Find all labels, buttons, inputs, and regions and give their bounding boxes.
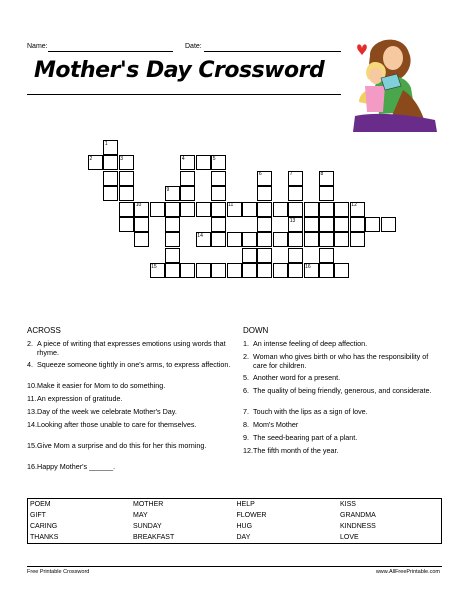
crossword-cell[interactable]: [273, 232, 288, 247]
crossword-cell[interactable]: [350, 217, 365, 232]
crossword-cell[interactable]: [119, 186, 134, 201]
crossword-cell[interactable]: [211, 232, 226, 247]
clue-number-label: 5: [212, 155, 216, 162]
crossword-cell[interactable]: [180, 263, 195, 278]
crossword-cell[interactable]: [165, 217, 180, 232]
crossword-cell[interactable]: [319, 248, 334, 263]
clue-text: The fifth month of the year.: [253, 446, 339, 455]
clue-number-label: 8: [320, 171, 324, 178]
clue-text: Looking after those unable to care for themselves.: [37, 420, 197, 429]
crossword-cell[interactable]: [288, 248, 303, 263]
crossword-cell[interactable]: [319, 263, 334, 278]
page-title: Mother's Day Crossword: [34, 58, 325, 83]
crossword-cell[interactable]: [257, 232, 272, 247]
clue-item: [243, 339, 438, 348]
clue-item: [27, 462, 232, 471]
crossword-cell[interactable]: [103, 171, 118, 186]
crossword-cell[interactable]: [242, 232, 257, 247]
word-bank-word: GRANDMA: [340, 512, 376, 519]
crossword-cell[interactable]: [242, 248, 257, 263]
word-bank-word: THANKS: [30, 534, 59, 541]
clue-number-label: 9: [166, 186, 170, 193]
name-line[interactable]: [48, 51, 173, 52]
clue-text: Touch with the lips as a sign of love.: [253, 407, 368, 416]
word-bank-row: [28, 510, 442, 521]
clue-number-label: 14: [197, 232, 203, 239]
crossword-cell[interactable]: [381, 217, 396, 232]
down-title: DOWN: [243, 326, 269, 335]
clue-item: [243, 407, 438, 416]
date-line[interactable]: [204, 51, 341, 52]
clue-text: An expression of gratitude.: [37, 394, 123, 403]
clue-text: An intense feeling of deep affection.: [253, 339, 368, 348]
clue-number-label: 7: [289, 171, 293, 178]
crossword-cell[interactable]: [304, 232, 319, 247]
clue-item: [27, 441, 232, 450]
crossword-cell[interactable]: [257, 263, 272, 278]
clue-number: 6.: [243, 386, 249, 395]
word-bank-word: BREAKFAST: [133, 534, 175, 541]
crossword-cell[interactable]: [288, 202, 303, 217]
crossword-cell[interactable]: [334, 263, 349, 278]
crossword-cell[interactable]: [227, 232, 242, 247]
crossword-cell[interactable]: [319, 232, 334, 247]
clue-number-label: 11: [228, 202, 234, 209]
crossword-cell[interactable]: [180, 186, 195, 201]
word-bank-row: [28, 532, 442, 544]
clue-item: [27, 381, 232, 390]
crossword-cell[interactable]: [257, 217, 272, 232]
crossword-cell[interactable]: [196, 263, 211, 278]
clue-item: [243, 352, 438, 370]
clue-item: [27, 407, 232, 416]
crossword-cell[interactable]: [134, 217, 149, 232]
crossword-cell[interactable]: [350, 232, 365, 247]
crossword-cell[interactable]: [334, 217, 349, 232]
crossword-cell[interactable]: [119, 171, 134, 186]
word-bank-word: HELP: [236, 501, 255, 508]
word-bank-row: [28, 499, 442, 511]
crossword-cell[interactable]: [196, 155, 211, 170]
word-bank-word: POEM: [30, 501, 51, 508]
crossword-cell[interactable]: [103, 186, 118, 201]
clue-number: 4.: [27, 360, 33, 369]
clue-number-label: 12: [351, 202, 357, 209]
crossword-cell[interactable]: [334, 202, 349, 217]
crossword-cell[interactable]: [103, 155, 118, 170]
mother-daughter-illustration: [345, 28, 440, 133]
crossword-cell[interactable]: [288, 263, 303, 278]
crossword-cell[interactable]: [211, 186, 226, 201]
crossword-cell[interactable]: [304, 217, 319, 232]
word-bank: [27, 498, 442, 544]
clue-number-label: 13: [289, 217, 296, 224]
clue-item: [27, 360, 232, 369]
clue-item: [243, 433, 438, 442]
crossword-cell[interactable]: [319, 217, 334, 232]
clue-number-label: 15: [151, 263, 157, 270]
clue-text: The seed-bearing part of a plant.: [253, 433, 358, 442]
word-bank-word: GIFT: [30, 512, 46, 519]
crossword-cell[interactable]: [165, 263, 180, 278]
clue-text: Woman who gives birth or who has the responsibility of care for children.: [253, 352, 429, 370]
clue-number: 12.: [243, 446, 253, 455]
crossword-cell[interactable]: [257, 202, 272, 217]
crossword-cell[interactable]: [165, 202, 180, 217]
clue-text: Give Mom a surprise and do this for her this morning.: [37, 441, 207, 450]
clue-item: [27, 339, 232, 357]
word-bank-word: MAY: [133, 512, 148, 519]
clue-number-label: 2: [89, 155, 93, 162]
crossword-cell[interactable]: [119, 217, 134, 232]
crossword-cell[interactable]: [242, 202, 257, 217]
clue-number: 14.: [27, 420, 37, 429]
crossword-cell[interactable]: [227, 263, 242, 278]
crossword-cell[interactable]: [273, 202, 288, 217]
crossword-cell[interactable]: [196, 202, 211, 217]
clue-text: The quality of being friendly, generous, and considerate.: [253, 386, 432, 395]
footer-left: Free Printable Crossword: [27, 569, 90, 575]
crossword-cell[interactable]: [119, 202, 134, 217]
word-bank-row: [28, 521, 442, 532]
word-bank-word: SUNDAY: [133, 523, 162, 530]
word-bank-word: DAY: [236, 534, 251, 541]
clue-number: 7.: [243, 407, 249, 416]
clue-number: 9.: [243, 433, 249, 442]
clue-item: [243, 386, 438, 395]
clue-item: [27, 420, 232, 429]
name-label: Name:: [27, 43, 48, 50]
crossword-cell[interactable]: [288, 232, 303, 247]
crossword-cell[interactable]: [211, 217, 226, 232]
clue-text: Mom's Mother: [253, 420, 299, 429]
crossword-cell[interactable]: [334, 232, 349, 247]
crossword-cell[interactable]: [211, 171, 226, 186]
crossword-cell[interactable]: [134, 232, 149, 247]
clue-number-label: 6: [258, 171, 262, 178]
crossword-cell[interactable]: [150, 202, 165, 217]
crossword-cell[interactable]: [319, 202, 334, 217]
clue-number-label: 4: [181, 155, 185, 162]
clue-number: 10.: [27, 381, 37, 390]
clue-number: 2.: [27, 339, 33, 348]
word-bank-word: FLOWER: [236, 512, 267, 519]
clue-number: 13.: [27, 407, 37, 416]
word-bank-word: LOVE: [340, 534, 359, 541]
clue-number-label: 1: [104, 140, 108, 147]
clue-number: 16.: [27, 462, 37, 471]
clue-number: 1.: [243, 339, 249, 348]
clue-number-label: 10: [135, 202, 142, 209]
clue-number: 11.: [27, 394, 37, 403]
clue-number-label: 3: [120, 155, 124, 162]
across-title: ACROSS: [27, 326, 61, 335]
clue-text: A piece of writing that expresses emotions using words that rhyme.: [37, 339, 226, 357]
clue-number-label: 16: [305, 263, 311, 270]
clue-text: Another word for a present.: [253, 373, 341, 382]
crossword-cell[interactable]: [180, 171, 195, 186]
crossword-cell[interactable]: [242, 263, 257, 278]
clue-item: [27, 394, 232, 403]
clue-text: Make it easier for Mom to do something.: [37, 381, 166, 390]
crossword-cell[interactable]: [165, 248, 180, 263]
footer-right: www.AllFreePrintable.com: [375, 569, 440, 575]
clue-text: Squeeze someone tightly in one's arms, to express affection.: [37, 360, 231, 369]
word-bank-word: CARING: [30, 523, 58, 530]
clue-number: 15.: [27, 441, 37, 450]
crossword-cell[interactable]: [257, 186, 272, 201]
crossword-cell[interactable]: [304, 202, 319, 217]
clue-text: Day of the week we celebrate Mother's Day.: [37, 407, 177, 416]
crossword-cell[interactable]: [288, 186, 303, 201]
title-underline: [27, 94, 341, 95]
heart-icon: [357, 44, 367, 55]
clue-number: 5.: [243, 373, 249, 382]
clue-text: Happy Mother's ______.: [37, 462, 116, 471]
crossword-cell[interactable]: [257, 248, 272, 263]
crossword-cell[interactable]: [211, 263, 226, 278]
word-bank-word: KISS: [340, 501, 356, 508]
word-bank-word: HUG: [236, 523, 253, 530]
crossword-cell[interactable]: [211, 202, 226, 217]
crossword-cell[interactable]: [365, 217, 380, 232]
word-bank-word: KINDNESS: [340, 523, 376, 530]
clue-item: [243, 446, 438, 455]
date-label: Date:: [185, 43, 202, 50]
clue-item: [243, 420, 438, 429]
crossword-cell[interactable]: [273, 263, 288, 278]
crossword-cell[interactable]: [319, 186, 334, 201]
clue-number: 8.: [243, 420, 249, 429]
footer-divider: [27, 566, 442, 567]
clue-number: 2.: [243, 352, 249, 361]
word-bank-word: MOTHER: [133, 501, 164, 508]
crossword-cell[interactable]: [165, 232, 180, 247]
clue-item: [243, 373, 438, 382]
crossword-cell[interactable]: [180, 202, 195, 217]
